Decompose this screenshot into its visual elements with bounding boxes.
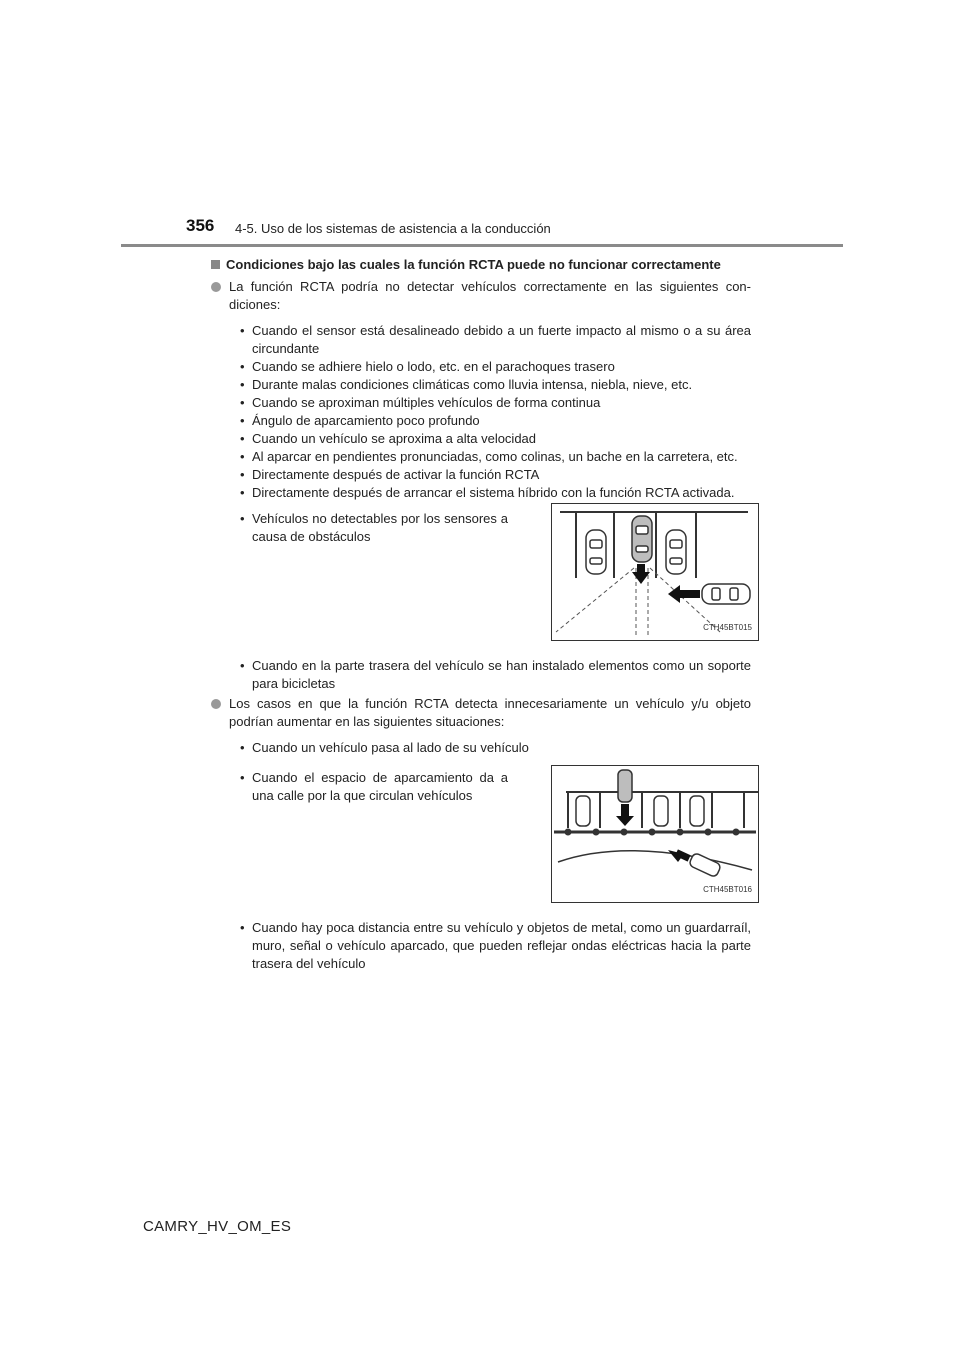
chapter-title: 4-5. Uso de los sistemas de asistencia a la conducción — [235, 221, 551, 236]
condition-item: • Cuando el sensor está desalineado debido a un fuerte impacto al mismo o a su área circundante — [240, 322, 751, 358]
document-code: CAMRY_HV_OM_ES — [143, 1218, 292, 1235]
condition-list — [240, 657, 751, 693]
condition-item: • Directamente después de activar la función RCTA — [240, 466, 751, 484]
main-content — [211, 256, 751, 973]
figure-row — [211, 769, 751, 919]
condition-item: • Vehículos no detectables por los sensores a causa de obstáculos — [240, 510, 508, 546]
figure-row — [211, 510, 751, 651]
condition-item: • Al aparcar en pendientes pronunciadas, como colinas, un bache en la carretera, etc. — [240, 448, 751, 466]
square-bullet-icon — [211, 260, 220, 269]
situation-list — [240, 739, 751, 757]
condition-list — [240, 322, 751, 502]
circle-bullet-icon — [211, 699, 221, 709]
list-item-text: La función RCTA podría no detectar vehículos correctamente en las siguientes condiciones: — [229, 279, 751, 312]
condition-item: • Cuando se aproximan múltiples vehículos de forma continua — [240, 394, 751, 412]
condition-item: • Durante malas condiciones climáticas como lluvia intensa, niebla, nieve, etc. — [240, 376, 751, 394]
page-number: 356 — [186, 216, 215, 235]
situation-list — [240, 919, 751, 973]
section-heading — [211, 256, 751, 274]
condition-item: • Directamente después de arrancar el sistema híbrido con la función RCTA activada. — [240, 484, 751, 502]
condition-item: • Cuando en la parte trasera del vehículo se han instalado elementos como un soporte para bicicletas — [240, 657, 751, 693]
list-item-text: Los casos en que la función RCTA detecta innecesariamente un vehículo y/u objeto podrían aumentar en las siguientes situaciones: — [229, 696, 751, 729]
circle-bullet-icon — [211, 282, 221, 292]
situation-item: • Cuando hay poca distancia entre su vehículo y objetos de metal, como un guardarraíl, muro, señal o vehículo aparcado, que pueden reflejar ondas eléctricas hacia la parte trasera del vehículo — [240, 919, 751, 973]
header-divider — [121, 244, 843, 247]
section-heading-text: Condiciones bajo las cuales la función RCTA puede no funcionar correctamente — [226, 257, 721, 272]
condition-item: • Ángulo de aparcamiento poco profundo — [240, 412, 751, 430]
parking-street-figure — [551, 765, 759, 903]
figure-code: CTH45BT016 — [703, 885, 752, 894]
situation-item: • Cuando un vehículo pasa al lado de su vehículo — [240, 739, 751, 757]
figure-code: CTH45BT015 — [703, 623, 752, 632]
situation-item: • Cuando el espacio de aparcamiento da a una calle por la que circulan vehículos — [240, 769, 508, 805]
list-item — [211, 695, 751, 731]
list-item — [211, 278, 751, 314]
condition-item: • Cuando un vehículo se aproxima a alta velocidad — [240, 430, 751, 448]
parking-obstacle-figure — [551, 503, 759, 641]
condition-item: • Cuando se adhiere hielo o lodo, etc. en el parachoques trasero — [240, 358, 751, 376]
